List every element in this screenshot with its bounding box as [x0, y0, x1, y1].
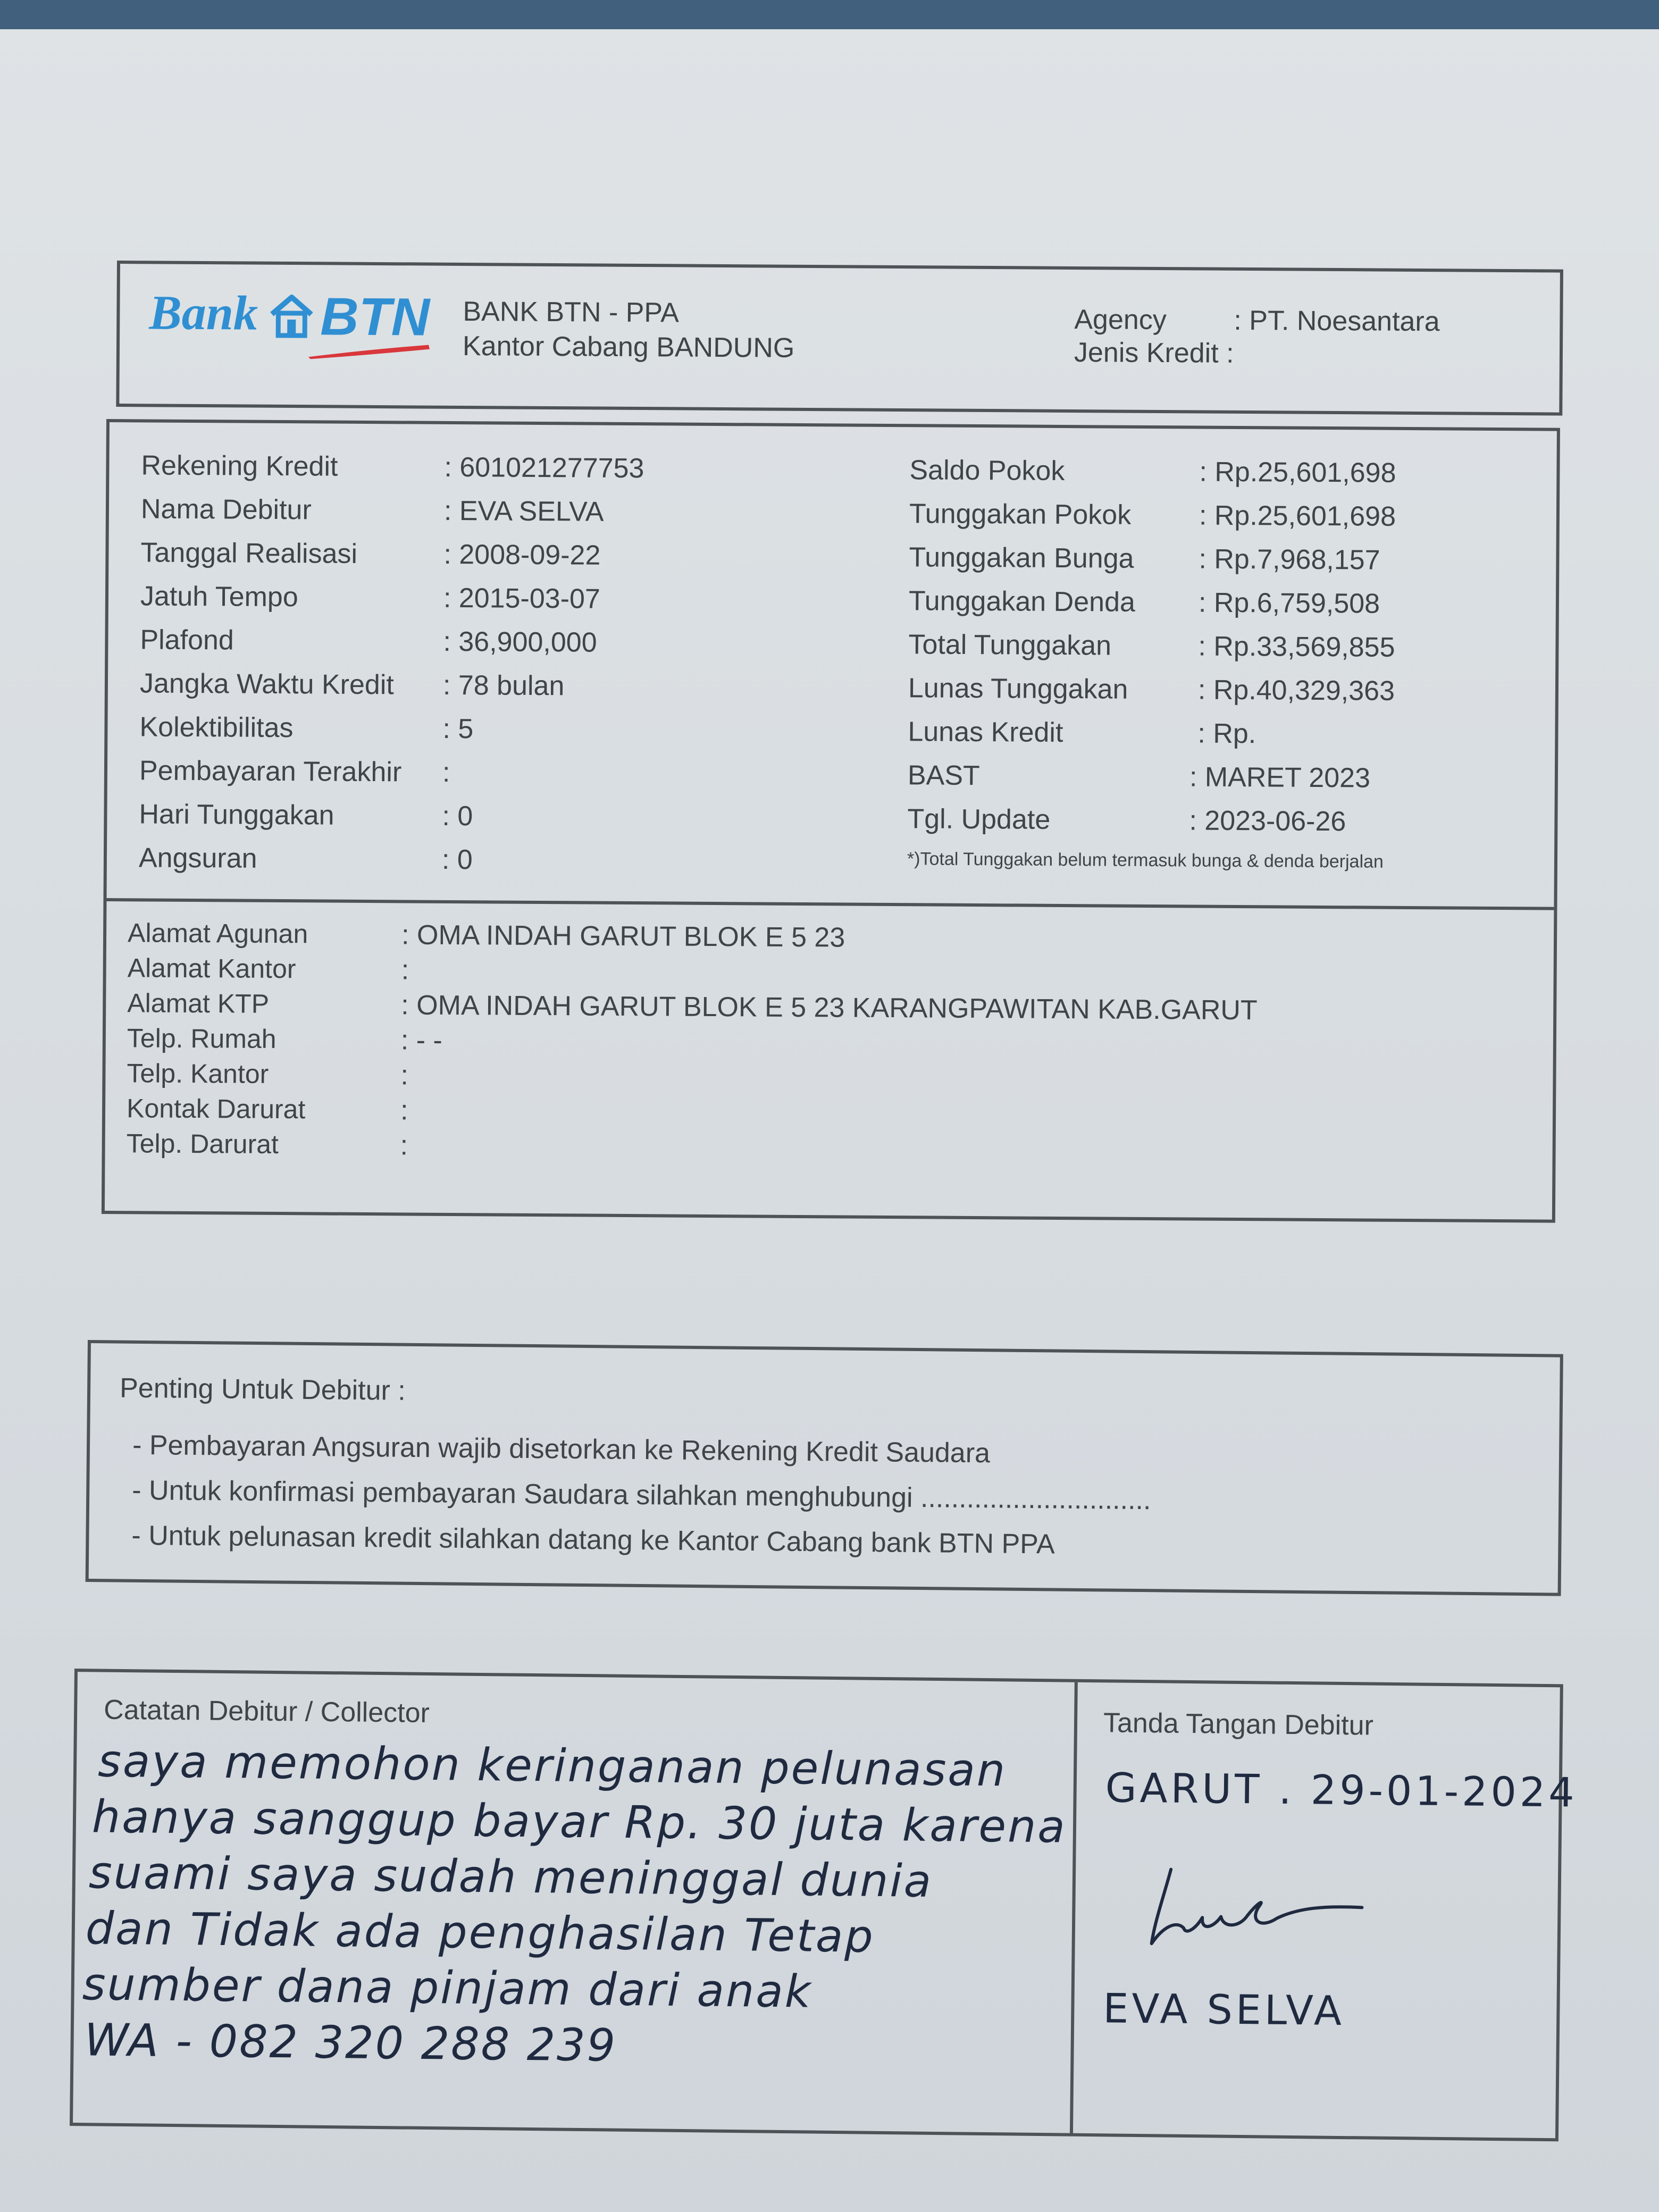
loan-label: Lunas Kredit: [908, 716, 1063, 749]
loan-label: Lunas Tunggakan: [908, 673, 1128, 705]
loan-label: Jatuh Tempo: [140, 581, 298, 613]
loan-value: : Rp.7,968,157: [1199, 543, 1380, 576]
loan-label: Tunggakan Denda: [908, 585, 1136, 618]
loan-label: Tunggakan Bunga: [909, 542, 1134, 574]
loan-label: Pembayaran Terakhir: [139, 755, 402, 788]
important-box: [86, 1340, 1563, 1596]
loan-details-box: [102, 419, 1560, 1223]
loan-value: : 36,900,000: [443, 626, 597, 658]
loan-value: : Rp.25,601,698: [1199, 500, 1396, 532]
loan-value: :: [442, 757, 450, 788]
handwritten-note-line: saya memohon keringanan pelunasan: [97, 1735, 1007, 1797]
jenis-kredit-label: Jenis Kredit :: [1074, 337, 1234, 369]
agency-label: Agency: [1074, 304, 1167, 336]
btn-house-icon: [269, 293, 315, 339]
loan-label: Angsuran: [138, 842, 257, 874]
loan-value: : 0: [442, 800, 473, 832]
loan-label: Nama Debitur: [140, 493, 312, 526]
loan-label: Tanggal Realisasi: [140, 537, 358, 569]
address-value: :: [401, 954, 409, 986]
loan-value: : 0: [441, 844, 473, 876]
address-value: :: [400, 1060, 409, 1091]
important-title: Penting Untuk Debitur :: [119, 1372, 406, 1406]
loan-label: Kolektibilitas: [139, 711, 294, 744]
important-item: - Untuk konfirmasi pembayaran Saudara silahkan menghubungi ..............................: [132, 1474, 1151, 1516]
logo-btn-text: BTN: [320, 287, 430, 347]
address-label: Telp. Darurat: [126, 1128, 279, 1160]
loan-value: : 5: [442, 713, 474, 745]
loan-label: Rekening Kredit: [141, 450, 338, 482]
notes-title: Catatan Debitur / Collector: [103, 1694, 430, 1729]
address-label: Alamat Agunan: [127, 918, 308, 949]
loan-value: : Rp.40,329,363: [1197, 674, 1395, 707]
loan-value: : EVA SELVA: [443, 495, 604, 527]
handwritten-note-line: suami saya sudah meninggal dunia: [88, 1846, 933, 1907]
loan-value: : 2008-09-22: [443, 539, 601, 571]
address-label: Alamat KTP: [127, 988, 270, 1019]
loan-label: Tgl. Update: [907, 803, 1051, 835]
logo-bank-text: Bank: [149, 285, 258, 340]
loan-label: Saldo Pokok: [909, 455, 1065, 487]
address-label: Alamat Kantor: [127, 953, 296, 984]
footnote: *)Total Tunggakan belum termasuk bunga & denda berjalan: [907, 849, 1384, 872]
loan-value: : Rp.: [1197, 718, 1256, 750]
logo-swoosh: [308, 343, 431, 359]
section-divider: [106, 898, 1554, 910]
btn-logo: [149, 282, 447, 358]
handwritten-note-line: hanya sanggup bayar Rp. 30 juta karena: [91, 1790, 1067, 1853]
signer-name: EVA SELVA: [1102, 1984, 1345, 2035]
branch-name: Kantor Cabang BANDUNG: [462, 330, 795, 364]
address-label: Telp. Kantor: [127, 1058, 269, 1089]
loan-label: Hari Tunggakan: [139, 799, 334, 831]
loan-value: : Rp.6,759,508: [1198, 587, 1380, 619]
loan-value: : 2015-03-07: [443, 582, 601, 615]
address-value: :: [400, 1130, 408, 1161]
signature-place-date: GARUT . 29-01-2024: [1105, 1764, 1578, 1816]
handwritten-note-line: WA - 082 320 288 239: [84, 2014, 617, 2072]
address-value: : - -: [400, 1025, 443, 1056]
address-label: Telp. Rumah: [127, 1023, 276, 1054]
loan-value: : 601021277753: [444, 451, 644, 484]
loan-label: Jangka Waktu Kredit: [139, 668, 394, 701]
agency-value: : PT. Noesantara: [1234, 305, 1440, 338]
loan-value: : Rp.33,569,855: [1198, 631, 1395, 663]
background-top-edge: [0, 0, 1659, 29]
notes-signature-divider: [1070, 1682, 1078, 2134]
handwritten-note-line: sumber dana pinjam dari anak: [82, 1958, 812, 2018]
loan-value: : Rp.25,601,698: [1199, 456, 1396, 489]
address-value: : OMA INDAH GARUT BLOK E 5 23 KARANGPAWITAN KAB.GARUT: [401, 990, 1258, 1026]
handwritten-note-line: dan Tidak ada penghasilan Tetap: [85, 1902, 875, 1963]
loan-label: Tunggakan Pokok: [909, 498, 1132, 531]
important-item: - Untuk pelunasan kredit silahkan datang ke Kantor Cabang bank BTN PPA: [131, 1520, 1055, 1560]
loan-label: BAST: [907, 760, 980, 792]
loan-value: : 2023-06-26: [1189, 805, 1346, 837]
header-box: [116, 261, 1563, 416]
loan-label: Total Tunggakan: [908, 629, 1112, 661]
address-label: Kontak Darurat: [126, 1093, 306, 1125]
address-value: : OMA INDAH GARUT BLOK E 5 23: [401, 919, 845, 953]
loan-value: : 78 bulan: [442, 669, 565, 702]
important-item: - Pembayaran Angsuran wajib disetorkan ke Rekening Kredit Saudara: [132, 1429, 991, 1469]
loan-label: Plafond: [140, 624, 234, 656]
signature-title: Tanda Tangan Debitur: [1103, 1707, 1374, 1741]
loan-value: : MARET 2023: [1189, 761, 1371, 794]
address-value: :: [400, 1095, 408, 1126]
notes-signature-box: [70, 1669, 1578, 2141]
signature-image: [1133, 1864, 1389, 1957]
bank-name: BANK BTN - PPA: [463, 296, 680, 329]
